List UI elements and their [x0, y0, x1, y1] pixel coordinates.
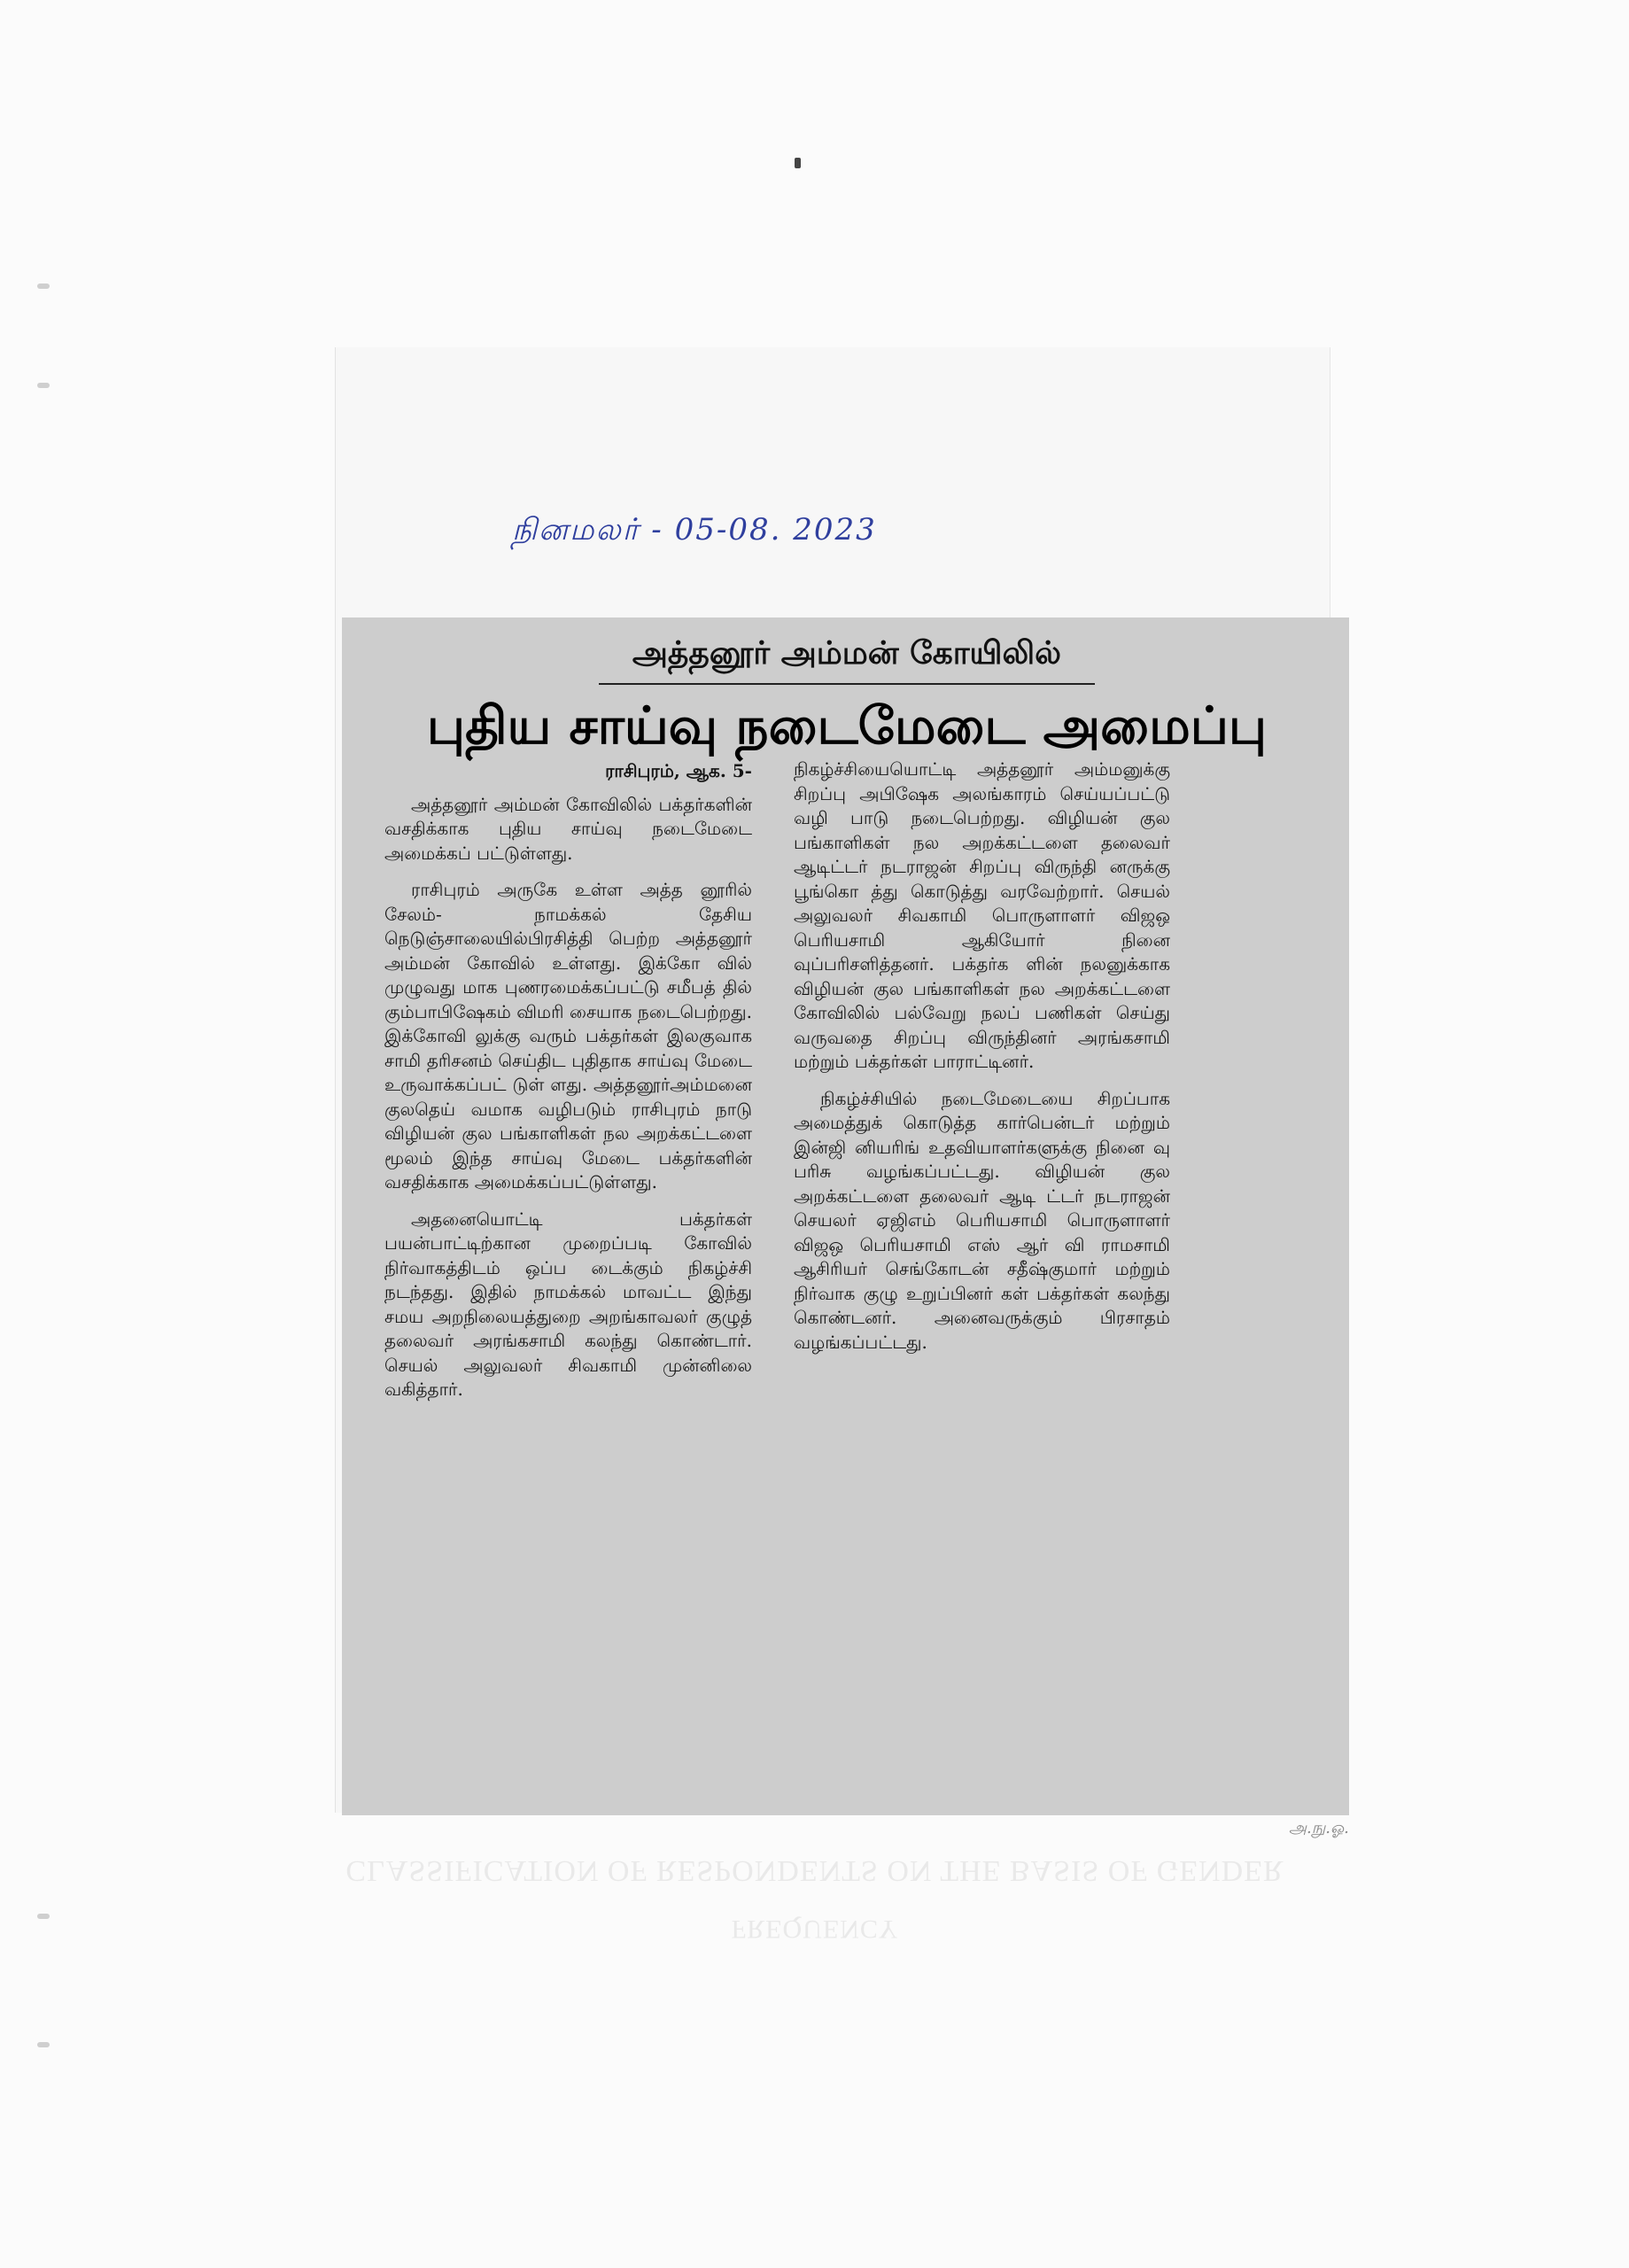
- article-column-left: [384, 759, 752, 1415]
- article-headline: புதிய சாய்வு நடைமேடை அமைப்பு: [426, 695, 1268, 756]
- punch-hole-mark: [37, 2042, 50, 2047]
- newspaper-clipping: [342, 617, 1349, 1815]
- article-paragraph: நிகழ்ச்சியில் நடைமேடையை சிறப்பாக அமைத்துக் கொடுத்த கார்பென்டர் மற்றும் இன்ஜி னியரிங் உதவியாளர்களுக்கு நினை வு பரிசு வழங்கப்பட்டது. விழியன் குல அறக்கட்டளை தலைவர் ஆடி ட்டர் நடராஜன் செயலர் ஏஜிஎம் பெரியசாமி பொருளாளர் விஜஒ பெரியசாமி எஸ் ஆர் வி ராமசாமி ஆசிரியர் செங்கோடன் சதீஷ்குமார் மற்றும் நிர்வாக குழு உறுப்பினர் கள் பக்தர்கள் கலந்து கொண்டனர். அனைவருக்கும் பிரசாதம் வழங்கப்பட்டது.: [794, 1087, 1170, 1353]
- article-paragraph: அத்தனூர் அம்மன் கோவிலில் பக்தர்களின் வசதிக்காக புதிய சாய்வு நடைமேடை அமைக்கப் பட்டுள்ளது.: [384, 793, 752, 864]
- punch-hole-mark: [37, 284, 50, 289]
- bleed-through-heading: CLASSIFICATION OF RESPONDENTS ON THE BASIS OF GENDER: [345, 1854, 1284, 1887]
- ink-speck: [795, 158, 801, 168]
- article-column-right: [794, 757, 1170, 1367]
- handwritten-corner-note: அ.நு.ஓ.: [1289, 1819, 1349, 1837]
- punch-hole-mark: [37, 1914, 50, 1919]
- bleed-through-subheading: FREQUENCY: [731, 1915, 899, 1944]
- article-paragraph: அதனையொட்டி பக்தர்கள் பயன்பாட்டிற்கான முறைப்படி கோவில் நிர்வாகத்திடம் ஒப்ப டைக்கும் நிகழ்ச்சி நடந்தது. இதில் நாமக்கல் மாவட்ட இந்து சமய அறநிலையத்துறை அறங்காவலர் குழுத் தலைவர் அரங்கசாமி கலந்து கொண்டார். செயல் அலுவலர் சிவகாமி முன்னிலை வகித்தார்.: [384, 1208, 752, 1400]
- article-paragraph: ராசிபுரம் அருகே உள்ள அத்த னூரில் சேலம்- நாமக்கல் தேசிய நெடுஞ்சாலையில்பிரசித்தி பெற்ற அத்தனூர் அம்மன் கோவில் உள்ளது. இக்கோ வில் முழுவது மாக புணரமைக்கப்பட்டு சமீபத் தில் கும்பாபிஷேகம் விமரி சையாக நடைபெற்றது. இக்கோவி லுக்கு வரும் பக்தர்கள் இலகுவாக சாமி தரிசனம் செய்திட புதிதாக சாய்வு மேடை உருவாக்கப்பட் டுள் ளது. அத்தனூர்அம்மனை குலதெய் வமாக வழிபடும் ராசிபுரம் நாடு விழியன் குல பங்காளிகள் நல அறக்கட்டளை மூலம் இந்த சாய்வு மேடை பக்தர்களின் வசதிக்காக அமைக்கப்பட்டுள்ளது.: [384, 879, 752, 1192]
- article-kicker: அத்தனூர் அம்மன் கோயிலில்: [599, 635, 1095, 685]
- article-dateline: ராசிபுரம், ஆக. 5-: [605, 760, 752, 781]
- article-paragraph: நிகழ்ச்சியையொட்டி அத்தனூர் அம்மனுக்கு சிறப்பு அபிஷேக அலங்காரம் செய்யப்பட்டு வழி பாடு நடைபெற்றது. விழியன் குல பங்காளிகள் நல அறக்கட்டளை தலைவர் ஆடிட்டர் நடராஜன் சிறப்பு விருந்தி னருக்கு பூங்கொ த்து கொடுத்து வரவேற்றார். செயல் அலுவலர் சிவகாமி பொருளாளர் விஜஒ பெரியசாமி ஆகியோர் நினை வுப்பரிசளித்தனர். பக்தர்க ளின் நலனுக்காக விழியன் குல பங்காளிகள் நல அறக்கட்டளை கோவிலில் பல்வேறு நலப் பணிகள் செய்து வருவதை சிறப்பு விருந்தினர் அரங்கசாமி மற்றும் பக்தர்கள் பாராட்டினர்.: [794, 758, 1170, 1072]
- handwritten-source-date: நினமலர் - 05-08. 2023: [512, 512, 877, 548]
- punch-hole-mark: [37, 383, 50, 388]
